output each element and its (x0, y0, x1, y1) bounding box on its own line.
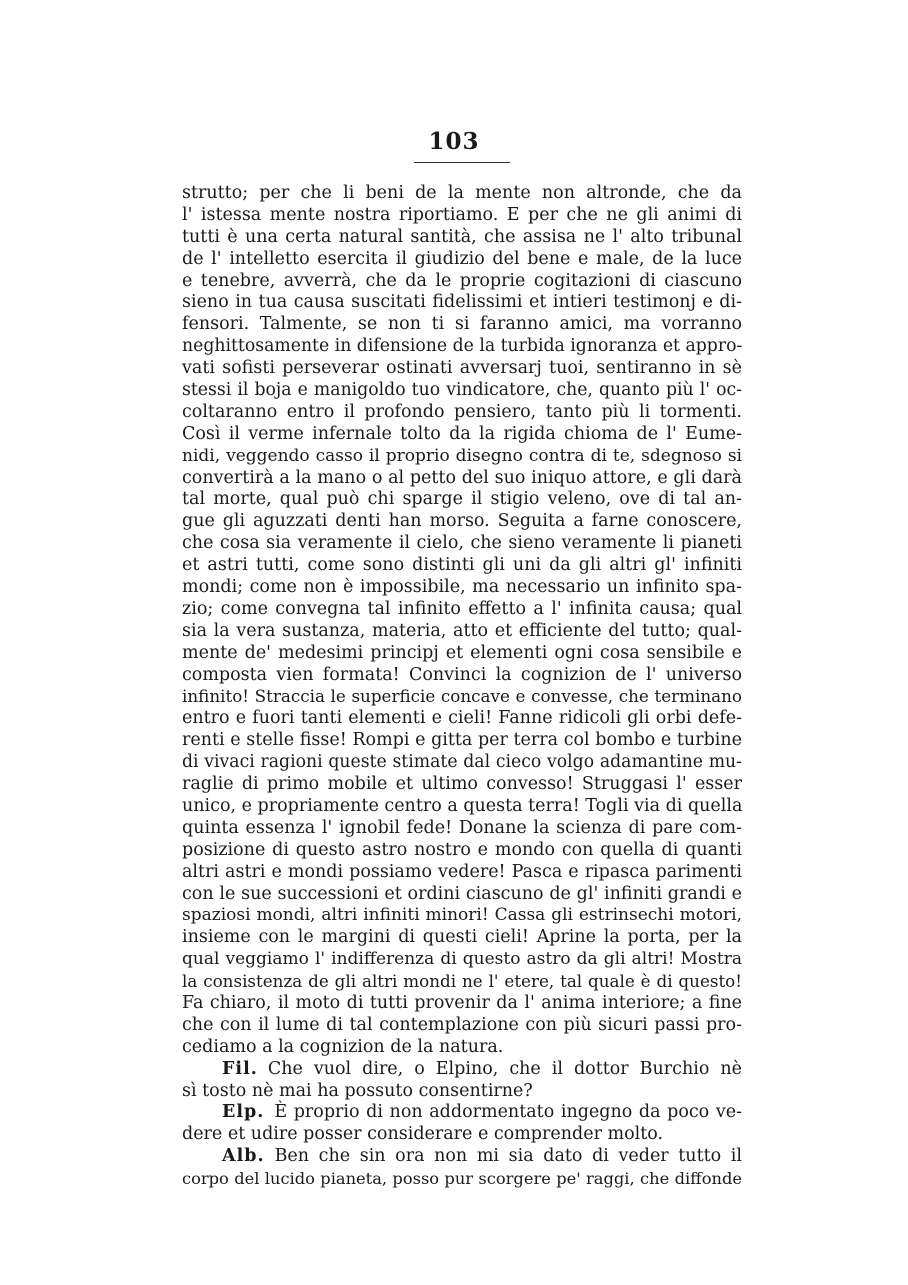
text-line: Così il verme infernale tolto da la rigida chioma de l' Eume- (182, 423, 742, 444)
text-line: insieme con le margini di questi cieli! Aprine la porta, per la (182, 927, 742, 948)
text-line: entro e fuori tanti elementi e cieli! Fanne ridicoli gli orbi defe- (182, 708, 742, 729)
dialogue-text: È proprio di non addormentato ingegno da poco ve- (274, 1102, 742, 1123)
text-line: sia la vera sustanza, materia, atto et efficiente del tutto; qual- (182, 620, 742, 641)
page-number-rule (414, 162, 510, 163)
text-line: zio; come convegna tal infinito effetto a l' infinita causa; qual (182, 598, 742, 619)
text-line: quinta essenza l' ignobil fede! Donane la scienza di pare com- (182, 817, 742, 838)
text-line: spaziosi mondi, altri infiniti minori! Cassa gli estrinsechi motori, (182, 905, 742, 926)
text-line: gue gli aguzzati denti han morso. Seguita a farne conoscere, (182, 511, 742, 532)
text-line: dere et udire posser considerare e comprender molto. (182, 1124, 664, 1145)
text-line: et astri tutti, come sono distinti gli uni da gli altri gl' infiniti (182, 555, 742, 576)
text-line: che con il lume di tal contemplazione con più sicuri passi pro- (182, 1014, 742, 1035)
dialogue-text: Ben che sin ora non mi sia dato di veder tutto il (274, 1146, 742, 1167)
speaker-name: Alb. (222, 1146, 265, 1167)
dialogue-line (182, 1102, 742, 1124)
text-line: renti e stelle fisse! Rompi e gitta per terra col bombo e turbine (182, 730, 742, 751)
text-line: infinito! Straccia le superficie concave e convesse, che terminano (182, 686, 742, 707)
text-line: fensori. Talmente, se non ti si faranno amici, ma vorranno (182, 314, 742, 335)
text-line: neghittosamente in difensione de la turbida ignoranza et appro- (182, 336, 743, 357)
text-line: unico, e propriamente centro a questa terra! Togli via di quella (182, 795, 743, 816)
text-line: tutti è una certa natural santità, che assisa ne l' alto tribunal (182, 226, 742, 247)
text-line: di vivaci ragioni queste stimate dal cieco volgo adamantine mu- (182, 752, 742, 773)
text-line: convertirà a la mano o al petto del suo iniquo attore, e gli darà (182, 467, 742, 488)
text-line: mente de' medesimi principj et elementi ogni cosa sensibile e (182, 642, 742, 663)
speaker-name: Fil. (222, 1058, 258, 1079)
page-number: 103 (428, 128, 480, 155)
text-line: composta vien formata! Convinci la cognizion de l' universo (182, 664, 742, 685)
text-line: cediamo a la cognizion de la natura. (182, 1036, 504, 1057)
text-line: nidi, veggendo casso il proprio disegno contra di te, sdegnoso si (182, 445, 742, 466)
text-line: qual veggiamo l' indifferenza di questo astro da gli altri! Mostra (182, 949, 742, 970)
text-line: mondi; come non è impossibile, ma necessario un infinito spa- (182, 577, 742, 598)
text-line: de l' intelletto esercita il giudizio del bene e male, de la luce (182, 248, 742, 269)
text-line: stessi il boja e manigoldo tuo vindicatore, che, quanto più l' oc- (182, 380, 742, 401)
dialogue-text: Che vuol dire, o Elpino, che il dottor Burchio nè (267, 1058, 742, 1079)
text-line: coltaranno entro il profondo pensiero, tanto più li tormenti. (182, 401, 742, 422)
text-line: raglie di primo mobile et ultimo convesso! Struggasi l' esser (182, 774, 742, 795)
text-line: sieno in tua causa suscitati fidelissimi et intieri testimonj e di- (182, 292, 742, 313)
text-line: l' istessa mente nostra riportiamo. E per che ne gli animi di (182, 204, 742, 225)
text-line: sì tosto nè mai ha possuto consentirne? (182, 1080, 533, 1101)
text-line: vati sofisti perseverar ostinati avversarj tuoi, sentiranno in sè (182, 358, 742, 379)
text-line: Fa chiaro, il moto di tutti provenir da l' anima interiore; a fine (182, 992, 742, 1013)
text-line: strutto; per che li beni de la mente non altronde, che da (182, 183, 742, 203)
dialogue-line (182, 1146, 742, 1168)
text-line: posizione di questo astro nostro e mondo con quella di quanti (182, 839, 742, 860)
text-line: corpo del lucido pianeta, posso pur scorgere pe' raggi, che diffonde (182, 1169, 742, 1189)
text-line: che cosa sia veramente il cielo, che sieno veramente li pianeti (182, 533, 742, 554)
dialogue-line (182, 1059, 742, 1081)
text-line: la consistenza de gli altri mondi ne l' etere, tal quale è di questo! (182, 971, 742, 992)
body-text (182, 183, 742, 1190)
text-line: tal morte, qual può chi sparge il stigio veleno, ove di tal an- (182, 489, 742, 510)
text-line: con le sue successioni et ordini ciascuno de gl' infiniti grandi e (182, 883, 742, 904)
text-line: altri astri e mondi possiamo vedere! Pasca e ripasca parimenti (182, 861, 742, 882)
speaker-name: Elp. (222, 1102, 265, 1123)
text-line: e tenebre, avverrà, che da le proprie cogitazioni di ciascuno (182, 270, 742, 291)
